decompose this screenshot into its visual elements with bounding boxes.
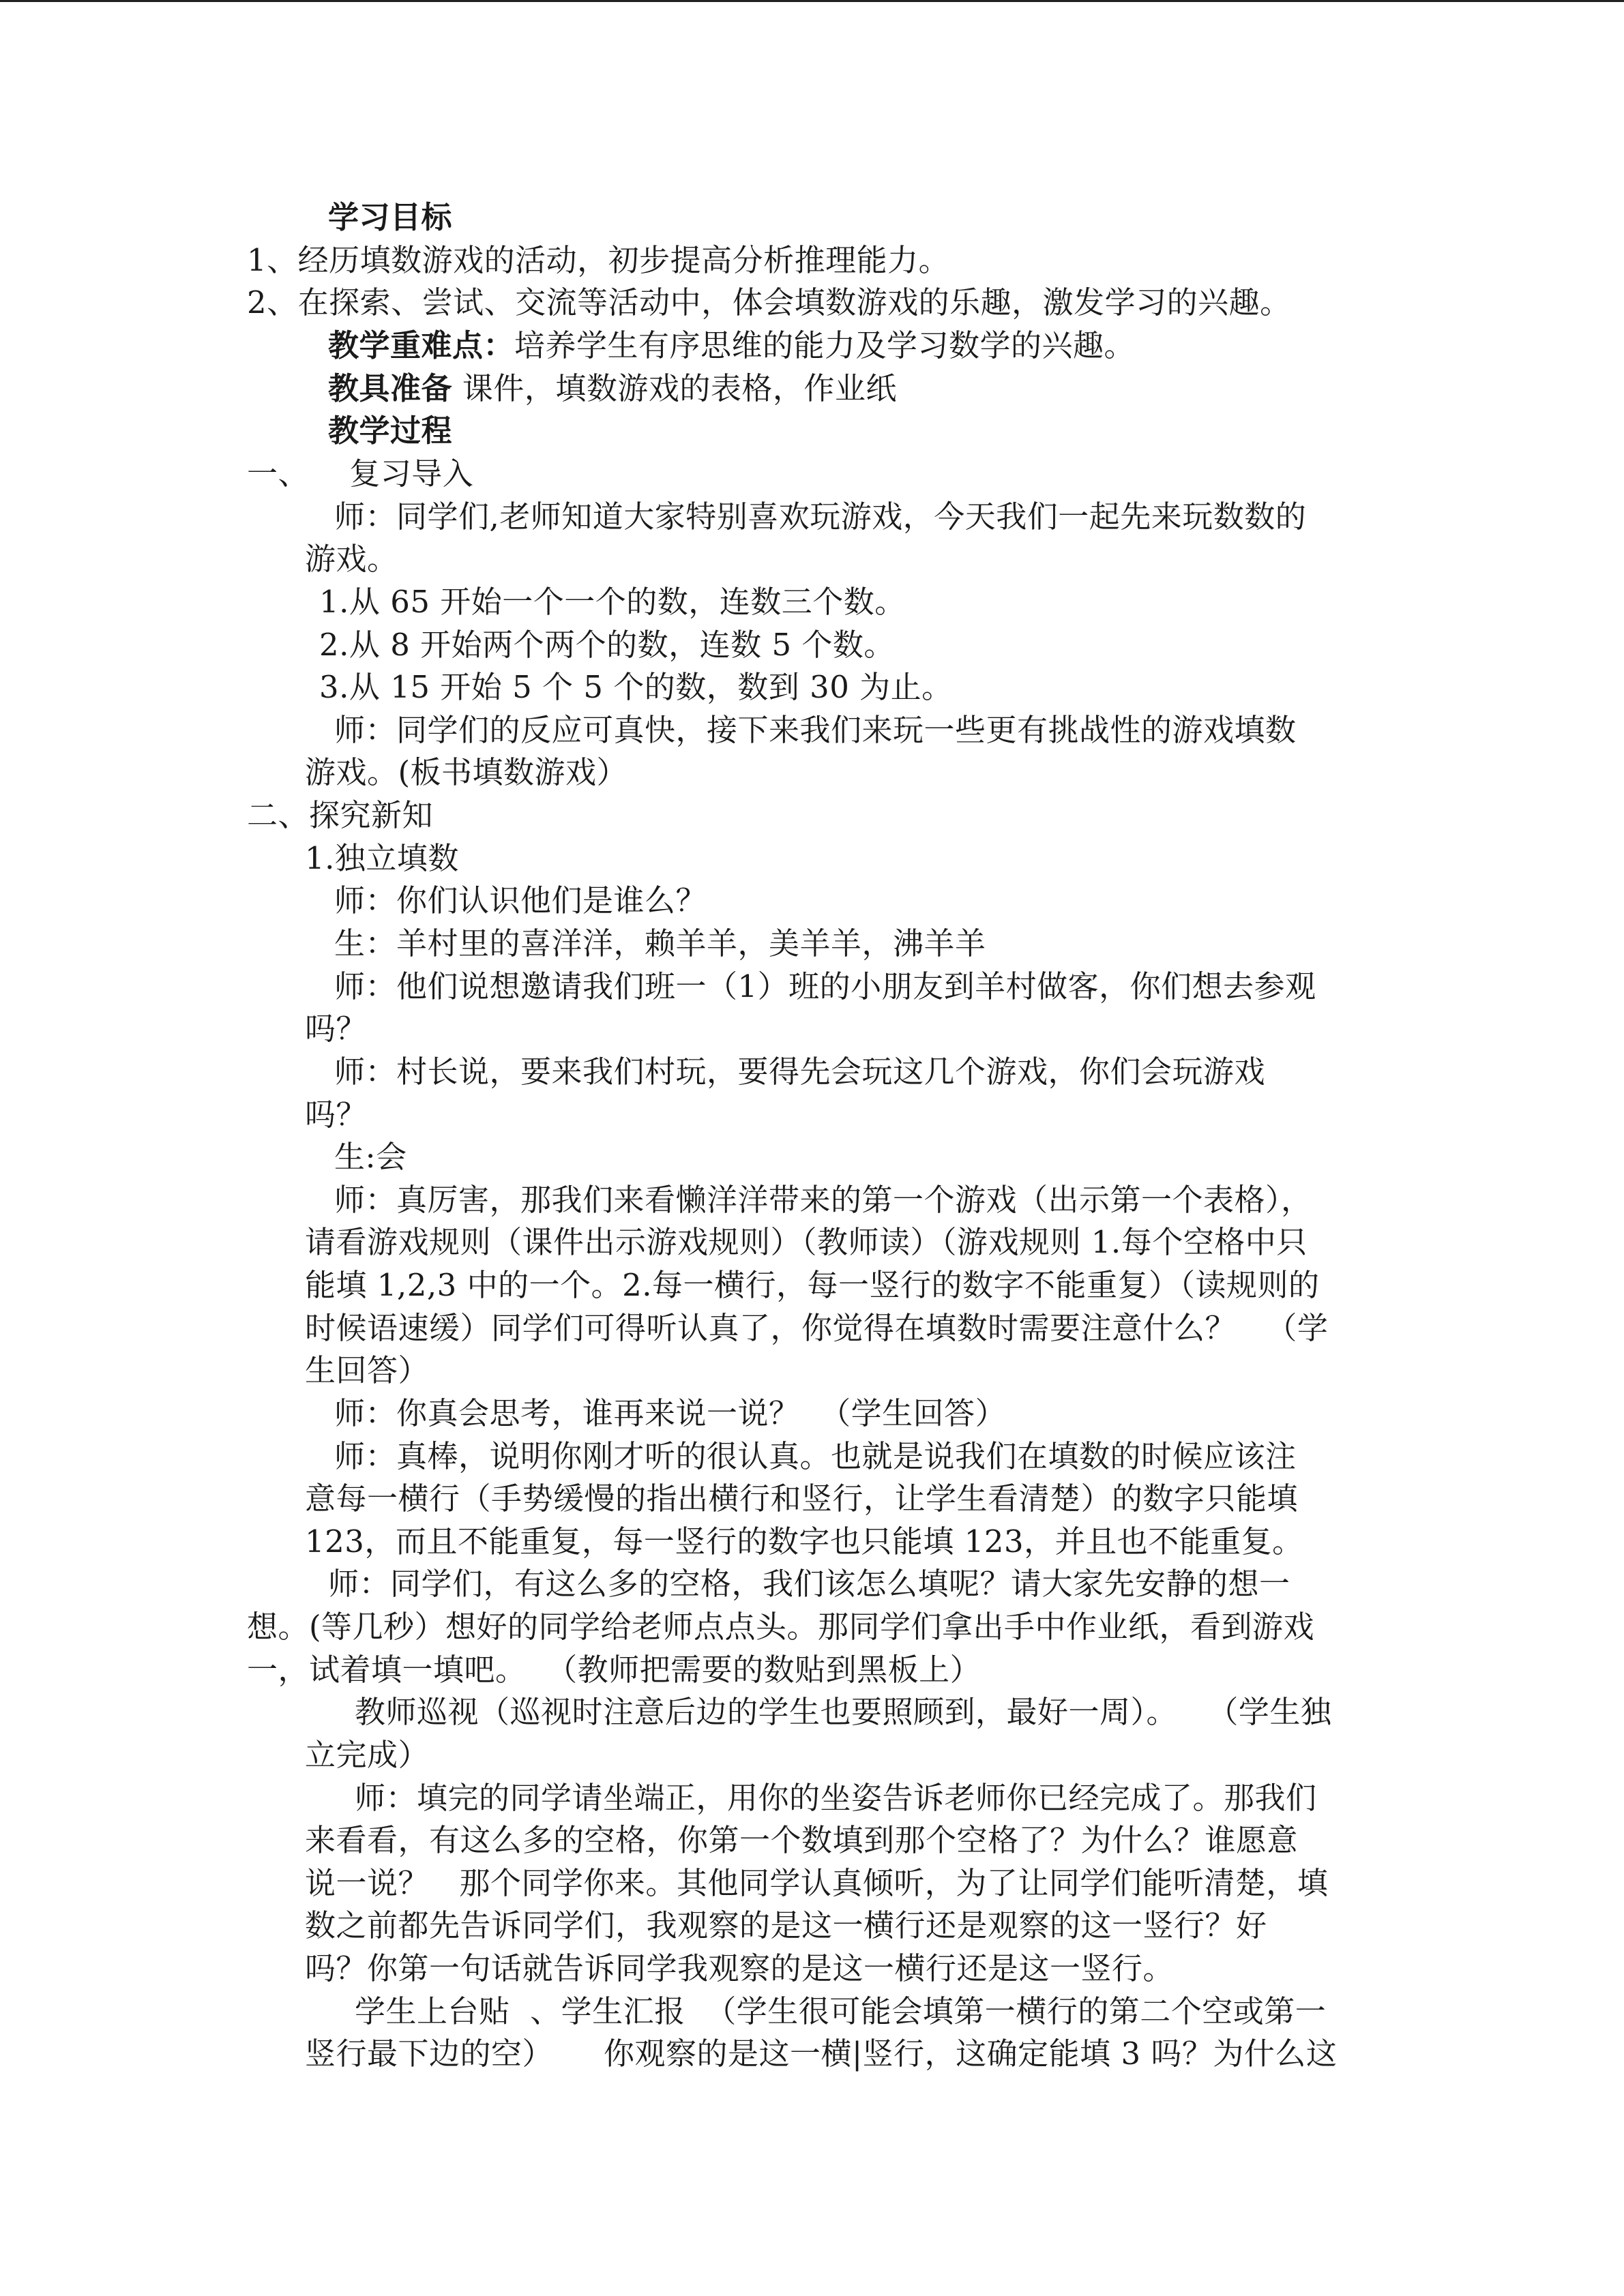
section2-line: 师：同学们，有这么多的空格，我们该怎么填呢？请大家先安静的想一: [328, 1566, 1290, 1602]
section2-line: 教师巡视（巡视时注意后边的学生也要照顾到，最好一周）。 （学生独: [355, 1694, 1332, 1730]
section2-line: 吗？: [305, 1011, 368, 1047]
section2-line: 师：真厉害，那我们来看懒洋洋带来的第一个游戏（出示第一个表格），: [334, 1182, 1312, 1218]
section2-line: 生:会: [334, 1139, 407, 1175]
section2-line: 请看游戏规则（课件出示游戏规则）（教师读）（游戏规则 1.每个空格中只: [305, 1224, 1308, 1260]
key-points-label: 教学重难点：: [328, 327, 515, 363]
key-points-text: 培养学生有序思维的能力及学习数学的兴趣。: [514, 327, 1136, 363]
objective-item-1: 1、经历填数游戏的活动，初步提高分析推理能力。: [247, 242, 950, 278]
section2-line: 师：真棒，说明你刚才听的很认真。也就是说我们在填数的时候应该注: [334, 1438, 1297, 1474]
section2-line: 吗？你第一句话就告诉同学我观察的是这一横行还是这一竖行。: [305, 1950, 1175, 1986]
section1-line: 师：同学们的反应可真快，接下来我们来玩一些更有挑战性的游戏填数: [334, 712, 1297, 748]
section2-title: 二、探究新知: [247, 797, 434, 833]
section2-line: 能填 1,2,3 中的一个。2.每一横行，每一竖行的数字不能重复）（读规则的: [305, 1267, 1320, 1303]
section1-line: 游戏。: [305, 541, 398, 577]
section2-line: 说一说？ 那个同学你来。其他同学认真倾听，为了让同学们能听清楚，填: [305, 1865, 1329, 1901]
section1-line: 2.从 8 开始两个两个的数，连数 5 个数。: [319, 627, 895, 663]
materials-label: 教具准备: [328, 370, 453, 406]
section2-line: 立完成）: [305, 1737, 430, 1773]
section2-line: 学生上台贴 、学生汇报 （学生很可能会填第一横行的第二个空或第一: [355, 1993, 1327, 2029]
key-points-line: [328, 325, 1135, 367]
process-heading: 教学过程: [328, 413, 453, 449]
section2-line: 意每一横行（手势缓慢的指出横行和竖行，让学生看清楚）的数字只能填: [305, 1480, 1299, 1517]
section2-subtitle: 1.独立填数: [305, 840, 459, 876]
objectives-heading: 学习目标: [328, 199, 453, 235]
section2-line: 师：他们说想邀请我们班一（1）班的小朋友到羊村做客，你们想去参观: [334, 968, 1316, 1004]
section2-line: 竖行最下边的空） 你观察的是这一横|竖行，这确定能填 3 吗？为什么这: [305, 2036, 1338, 2072]
section2-line: 123，而且不能重复，每一竖行的数字也只能填 123，并且也不能重复。: [305, 1523, 1303, 1560]
section2-line: 生：羊村里的喜洋洋，赖羊羊，美羊羊，沸羊羊: [334, 925, 986, 961]
section1-title: 一、 复习导入: [247, 456, 474, 492]
section2-line: 时候语速缓）同学们可得听认真了，你觉得在填数时需要注意什么？ （学: [305, 1310, 1329, 1346]
section2-line: 生回答）: [305, 1352, 430, 1388]
section1-line: 师：同学们,老师知道大家特别喜欢玩游戏，今天我们一起先来玩数数的: [334, 498, 1307, 535]
section2-line: 师：你真会思考，谁再来说一说？ （学生回答）: [334, 1395, 1007, 1431]
section2-line: 师：你们认识他们是谁么？: [334, 882, 707, 919]
section2-line: 师：填完的同学请坐端正，用你的坐姿告诉老师你已经完成了。那我们: [355, 1780, 1317, 1816]
section2-line: 吗？: [305, 1097, 368, 1133]
objective-item-2: 2、在探索、尝试、交流等活动中，体会填数游戏的乐趣，激发学习的兴趣。: [247, 284, 1291, 320]
section1-line: 1.从 65 开始一个一个的数，连数三个数。: [319, 584, 906, 620]
section1-line: 游戏。(板书填数游戏）: [305, 754, 628, 790]
section2-line: 师：村长说，要来我们村玩，要得先会玩这几个游戏，你们会玩游戏: [334, 1054, 1266, 1090]
section2-line: 来看看，有这么多的空格，你第一个数填到那个空格了？为什么？谁愿意: [305, 1822, 1299, 1858]
section2-line: 想。(等几秒）想好的同学给老师点点头。那同学们拿出手中作业纸，看到游戏: [247, 1609, 1315, 1645]
section2-line: 数之前都先告诉同学们，我观察的是这一横行还是观察的这一竖行？好: [305, 1907, 1267, 1943]
section1-line: 3.从 15 开始 5 个 5 个的数，数到 30 为止。: [319, 669, 953, 705]
section2-line: 一，试着填一填吧。 （教师把需要的数贴到黑板上）: [247, 1652, 981, 1688]
materials-line: [328, 368, 897, 410]
materials-text: 课件，填数游戏的表格，作业纸: [452, 370, 897, 406]
